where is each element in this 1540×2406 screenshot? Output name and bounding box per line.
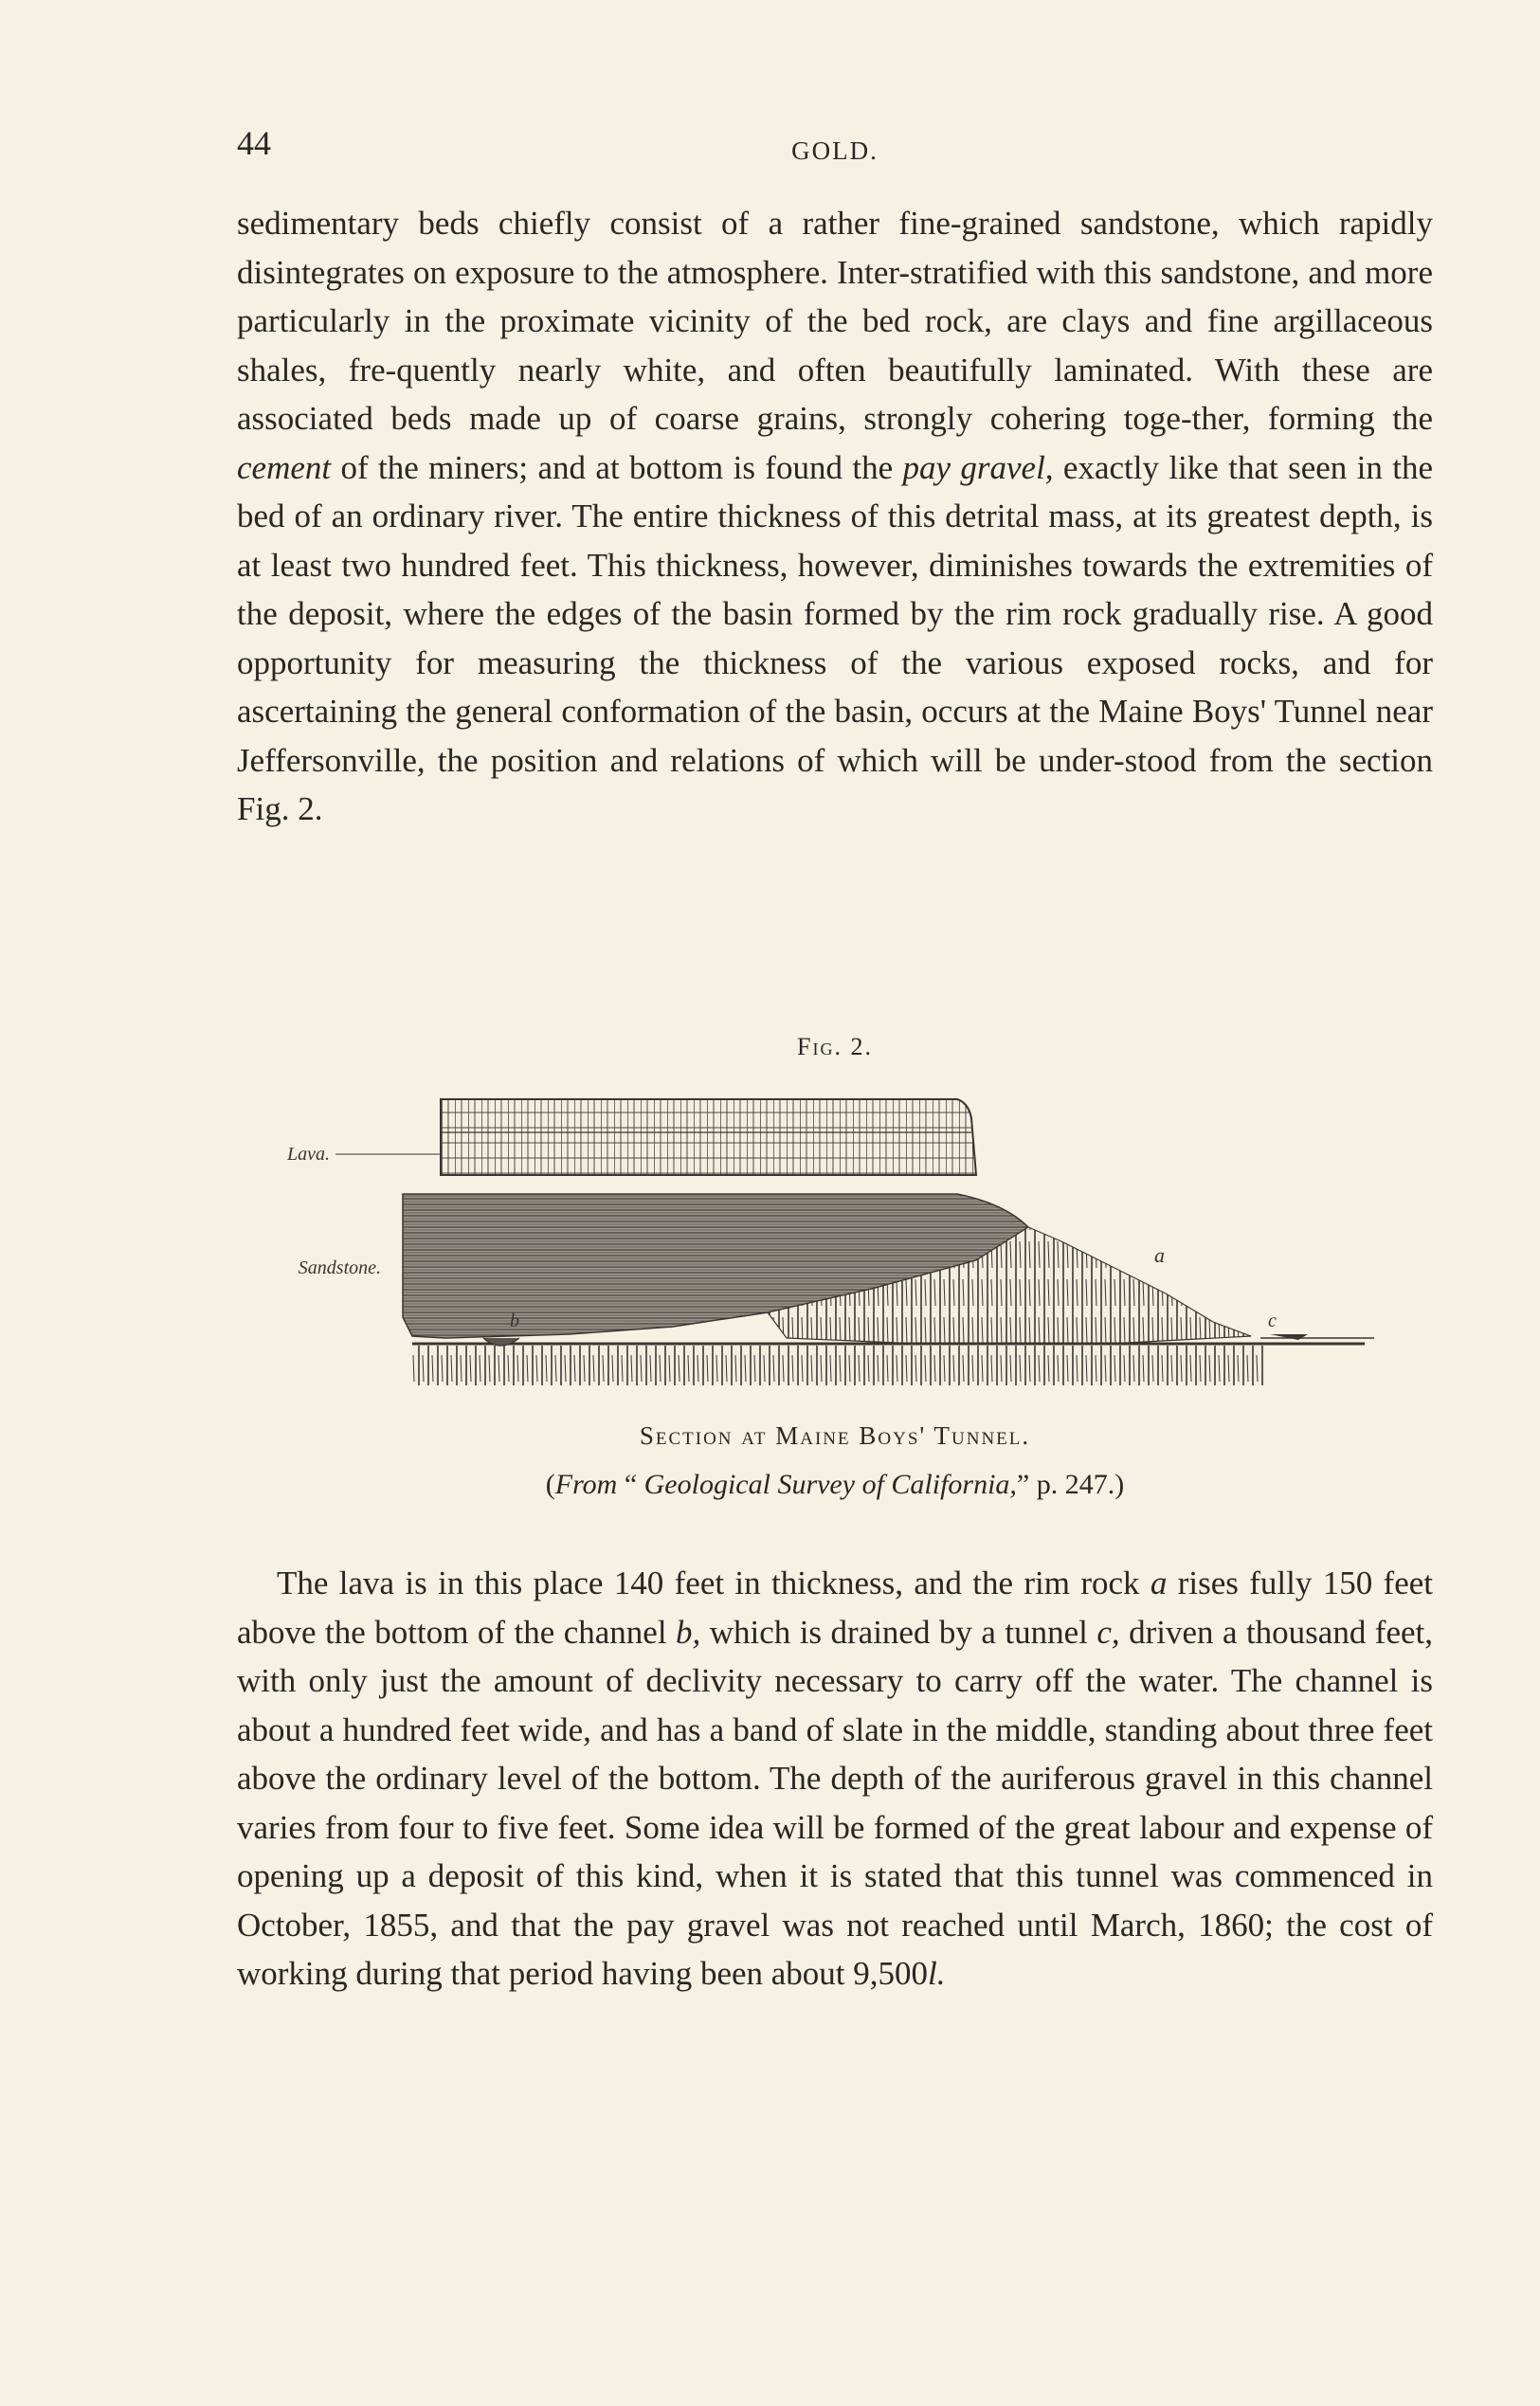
point-a-label: a (1154, 1243, 1165, 1267)
italic-run: l. (928, 1955, 946, 1992)
italic-run: Geological Survey of California, (643, 1469, 1017, 1500)
text-run: sedimentary beds chiefly consist of a rather fine-grained sandstone, which rapidly disintegrates on exposure to the atmosphere. Inter-stratified with this sandstone, and more particularly in the proximate vicinity of the bed rock, are clays and fine argillaceous shales, fre-quently nearly white, and often beautifully laminated. With these are associated beds made up of coarse grains, strongly cohering toge-ther, forming the (237, 205, 1433, 437)
page-header (237, 123, 1433, 171)
text-run: of the miners; and at bottom is found the (331, 448, 903, 486)
running-head: GOLD. (791, 136, 879, 165)
text-run: rises fully 150 feet above the bottom of the channel (237, 1565, 1433, 1651)
paragraph-2 (237, 1559, 1433, 1999)
text-run: The lava is in this place 140 feet in thickness, and the rim rock (277, 1565, 1150, 1601)
figure-label: Fig. 2. (797, 1033, 873, 1060)
text-run: which is drained by a tunnel (700, 1613, 1097, 1651)
body-text-bottom (237, 1559, 1433, 1999)
text-run: ” p. 247.) (1016, 1469, 1125, 1500)
sandstone-label: Sandstone. (298, 1257, 381, 1278)
italic-run: From (554, 1469, 618, 1500)
paragraph-1 (237, 199, 1433, 834)
figure-caption-source (237, 1469, 1433, 1501)
tunnel-c-mouth (1270, 1334, 1308, 1340)
italic-run: cement (237, 448, 332, 486)
bed-rock (412, 1346, 1265, 1385)
text-run: ( (545, 1469, 555, 1500)
italic-run: pay gravel, (902, 448, 1054, 486)
figure-caption-title: Section at Maine Boys' Tunnel. (639, 1421, 1031, 1450)
lava-layer (441, 1099, 976, 1175)
text-run: “ (617, 1469, 644, 1500)
italic-run: a (1150, 1565, 1168, 1601)
body-text-top (237, 199, 1433, 834)
geological-section-figure (256, 1090, 1440, 1393)
point-b-label: b (510, 1311, 519, 1331)
italic-run: b, (676, 1613, 701, 1651)
italic-run: c, (1096, 1613, 1120, 1651)
lava-label: Lava. (287, 1144, 330, 1165)
text-run: exactly like that seen in the bed of an ordinary river. The entire thickness of this detrital mass, at its greatest depth, is at least two hundred feet. This thickness, however, diminishes towards the extremities of the deposit, where the edges of the basin formed by the rim rock gradually rise. A good opportunity for measuring the thickness of the various exposed rocks, and for ascertaining the general conformation of the basin, occurs at the Maine Boys' Tunnel near Jeffersonville, the position and relations of which will be under-stood from the section Fig. 2. (237, 448, 1433, 827)
point-c-label: c (1268, 1311, 1277, 1331)
page-number: 44 (237, 124, 271, 162)
text-run: driven a thousand feet, with only just the amount of declivity necessary to carry off the water. The channel is about a hundred feet wide, and has a band of slate in the middle, standing about three feet above the ordinary level of the bottom. The depth of the auriferous gravel in this channel varies from four to five feet. Some idea will be formed of the great labour and expense of opening up a deposit of this kind, when it is stated that this tunnel was commenced in October, 1855, and that the pay gravel was not reached until March, 1860; the cost of working during that period having been about 9,500 (237, 1613, 1433, 1992)
